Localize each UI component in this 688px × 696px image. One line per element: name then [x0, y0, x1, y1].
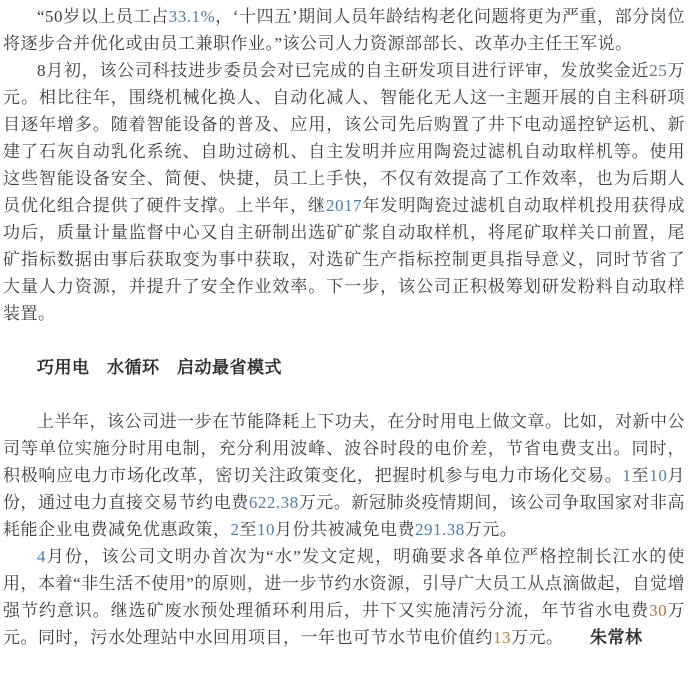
highlighted-number: 10: [257, 520, 275, 539]
section-heading: 巧用电 水循环 启动最省模式: [37, 358, 282, 377]
highlighted-number: 622.38: [248, 493, 299, 512]
highlighted-number: 33.1%: [168, 7, 216, 26]
text-run: ，‘十四五’期间人员年龄结构老化问题将更为严重，部分岗位将逐步合并优化或由员工兼职作业。”该公司人力资源部部长、改革办主任王军说。: [3, 7, 685, 53]
text-run: 万元。同时，污水处理站中水回用项目，一年也可节水节电价值约: [3, 601, 686, 647]
paragraph-electricity-saving: [3, 408, 685, 543]
text-run: 万元。相比往年，围绕机械化换人、自动化减人、智能化无人这一主题开展的自主科研项目逐年增多。随着智能设备的普及、应用，该公司先后购置了井下电动遥控铲运机、新建了石灰自动乳化系统、自助过磅机、自主发明并应用陶瓷过滤机自动取样机等。使用这些智能设备安全、简便、快捷，员工上手快，不仅有效提高了工作效率，也为后期人员优化组合提供了硬件支撑。上半年，继: [3, 61, 686, 215]
paragraph-tech-projects: [3, 57, 685, 327]
text-run: 万元。: [464, 520, 518, 539]
text-run: “50岁以上员工占: [37, 7, 169, 26]
highlighted-number: 25: [649, 61, 668, 80]
highlighted-number: 30: [649, 601, 668, 620]
author-name: 朱常林: [590, 628, 643, 647]
text-run: 月份共被减免电费: [275, 520, 415, 539]
highlighted-number: 291.38: [415, 520, 465, 539]
text-run: 万元。新冠肺炎疫情期间，该公司争取国家对非高耗能企业电费减免优惠政策，: [3, 493, 685, 539]
paragraph-quote: [3, 3, 685, 57]
highlighted-number: 2: [230, 520, 240, 539]
text-run: [555, 628, 590, 647]
text-run: 年发明陶瓷过滤机自动取样机投用获得成功后，质量计量监督中心又自主研制出选矿矿浆自动取样机，将尾矿取样关口前置，尾矿指标数据由事后获取变为事中获取，对选矿生产指标控制更具指导意义，同时节省了大量人力资源，并提升了安全作业效率。下一步，该公司正积极筹划研发粉料自动取样装置。: [3, 196, 685, 323]
text-run: 至: [631, 466, 650, 485]
text-run: 月份，通过电力直接交易节约电费: [3, 466, 686, 512]
text-run: 月份，该公司文明办首次为“水”发文定规，明确要求各单位严格控制长江水的使用，本着“非生活不使用”的原则，进一步节约水资源，引导广大员工从点滴做起，自觉增强节约意识。继选矿废水预处理循环利用后，井下又实施清污分流，年节省水电费: [3, 547, 685, 620]
text-run: 至: [239, 520, 257, 539]
highlighted-number: 10: [649, 466, 668, 485]
paragraph-water-saving: [3, 543, 685, 651]
highlighted-number: 1: [622, 466, 632, 485]
highlighted-number: 2017: [326, 196, 362, 215]
text-run: 万元。: [511, 628, 555, 647]
highlighted-number: 13: [493, 628, 511, 647]
text-run: 上半年，该公司进一步在节能降耗上下功夫，在分时用电上做文章。比如，对新中公司等单位实施分时用电制，充分利用波峰、波谷时段的电价差，节省电费支出。同时，积极响应电力市场化改革，密切关注政策变化，把握时机参与电力市场化交易。: [3, 412, 685, 485]
text-run: 8月初，该公司科技进步委员会对已完成的自主研发项目进行评审，发放奖金近: [37, 61, 650, 80]
highlighted-number: 4: [37, 547, 46, 566]
